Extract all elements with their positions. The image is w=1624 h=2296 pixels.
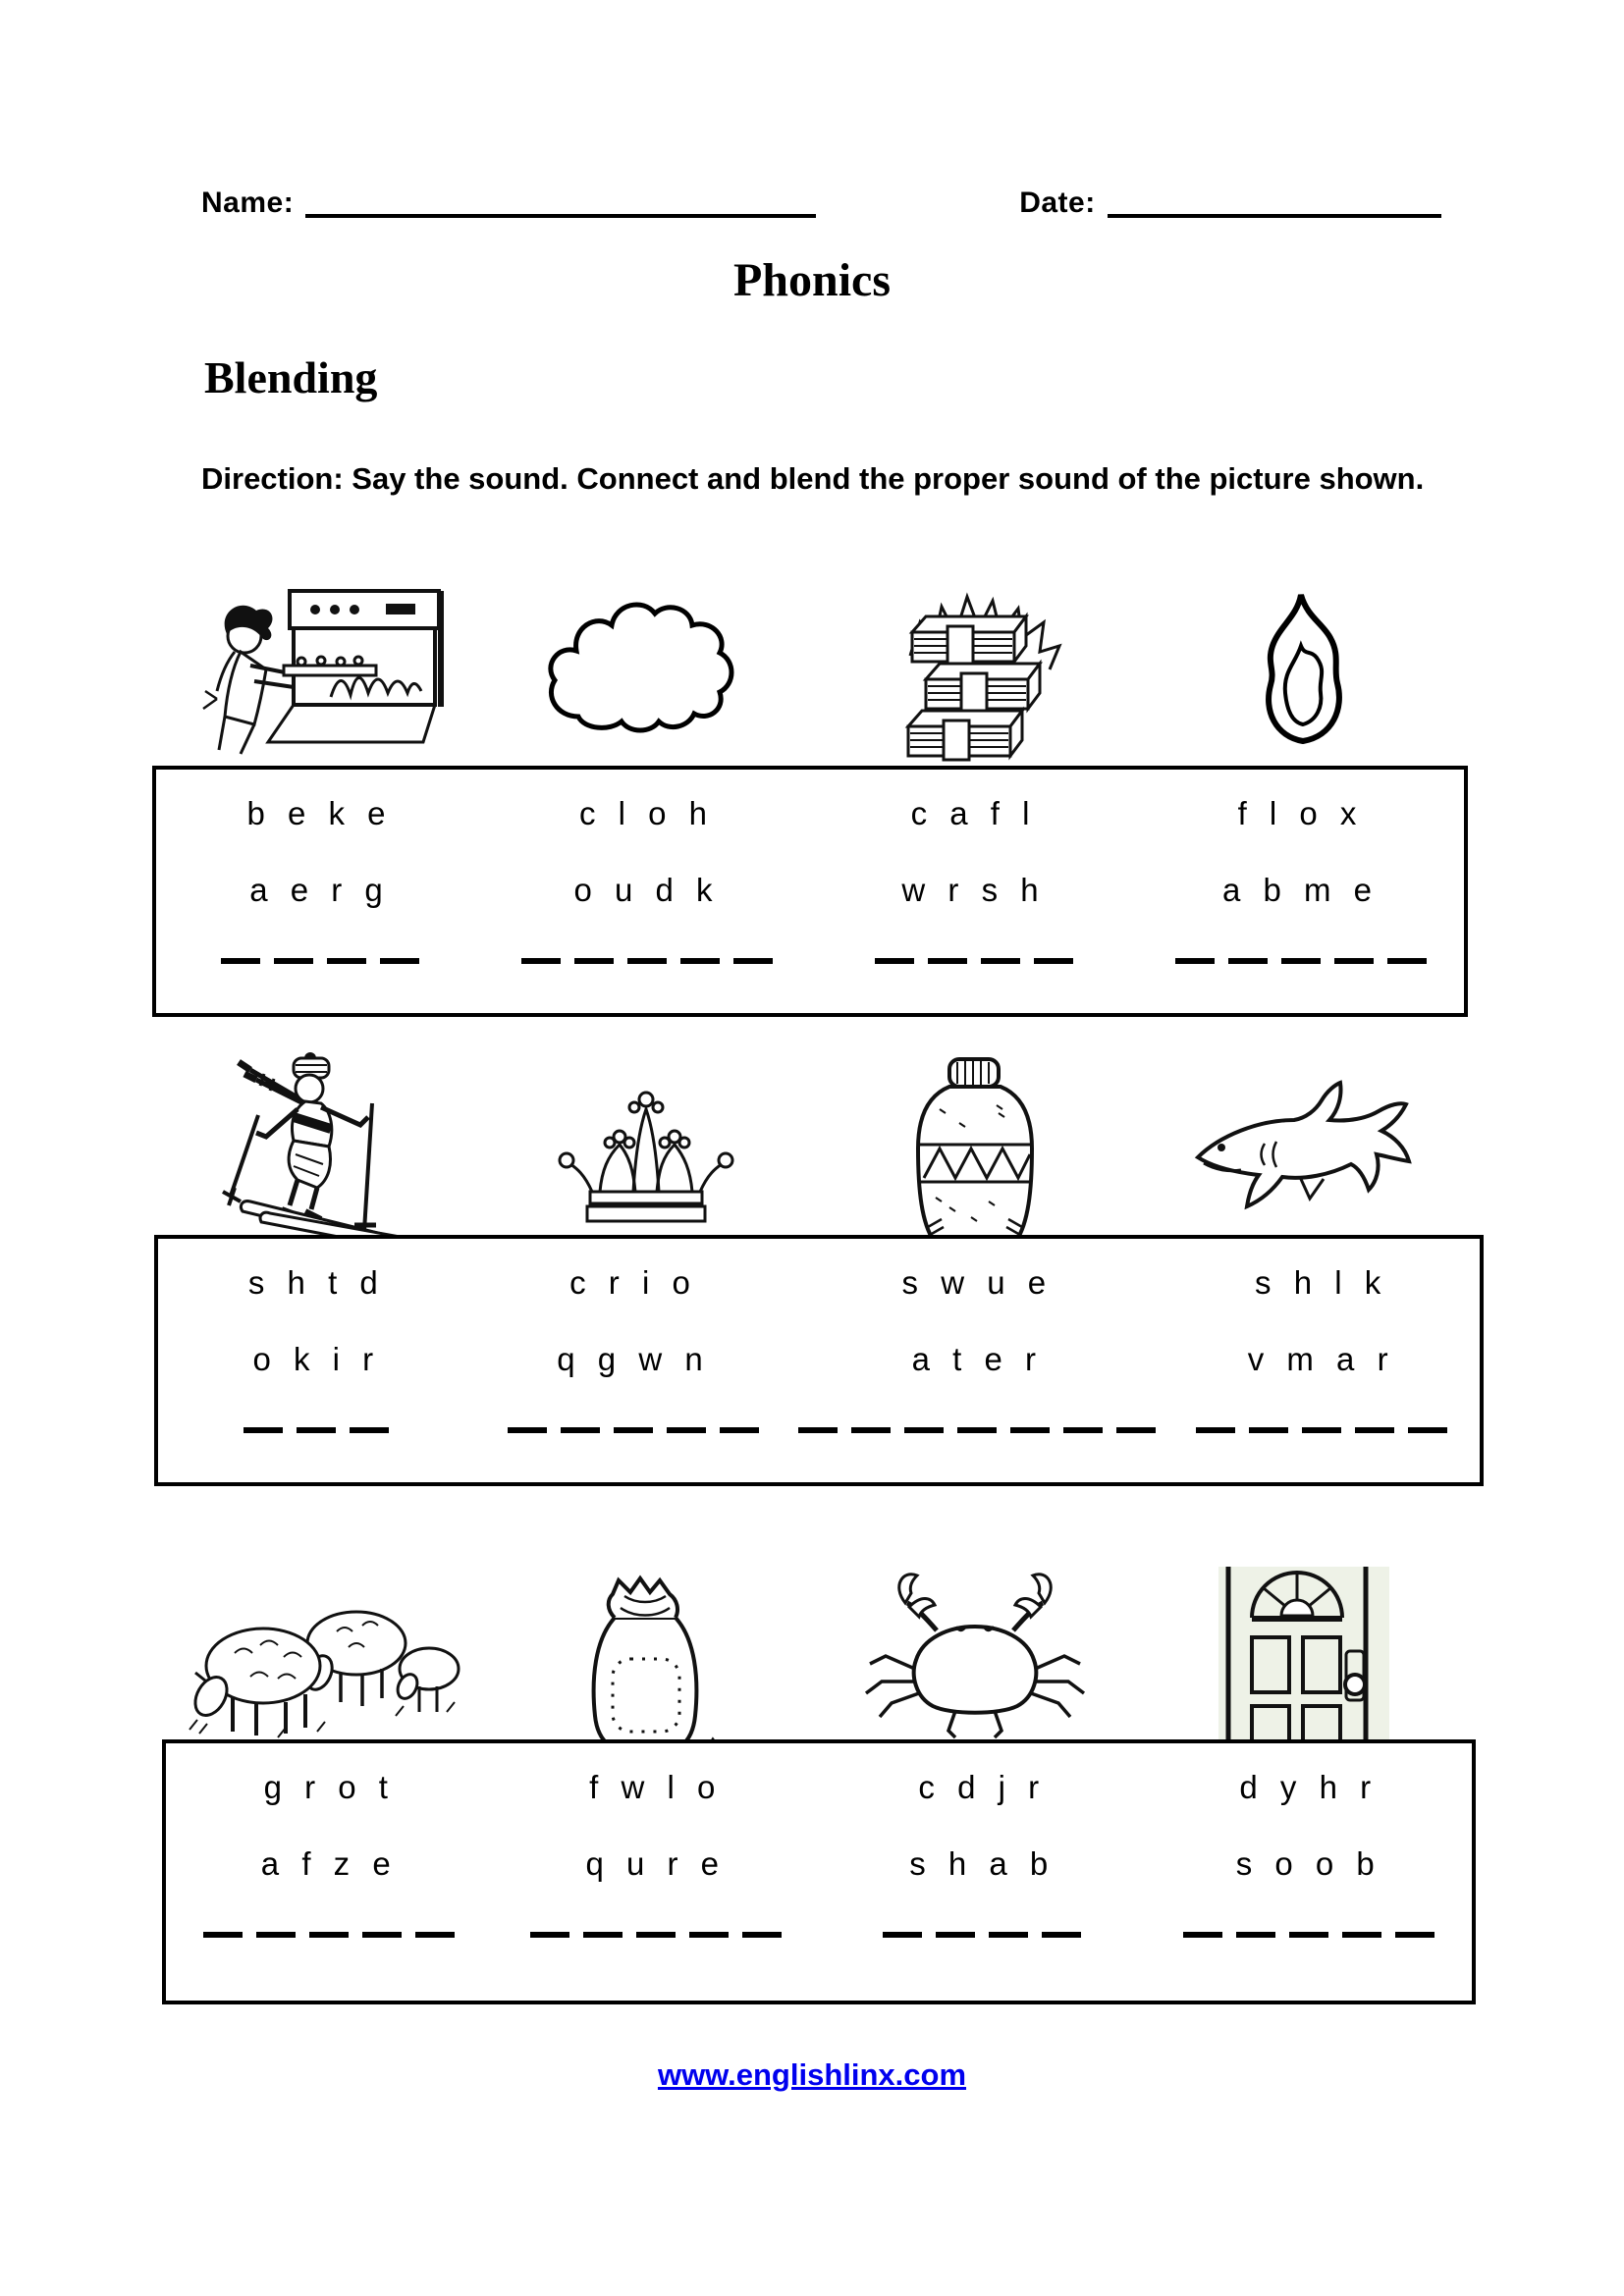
answer-blank[interactable] — [868, 958, 1080, 964]
letter-line: a t e r — [911, 1341, 1044, 1377]
door-image — [1217, 1567, 1391, 1755]
baker-oven-image — [184, 583, 451, 760]
answer-blank[interactable] — [1176, 1932, 1441, 1938]
letter-line: d y h r — [1239, 1769, 1379, 1805]
date-field-group — [1019, 187, 1441, 220]
letter-box-3 — [162, 1739, 1476, 2004]
letter-line: c l o h — [578, 795, 715, 831]
letter-line: q u r e — [585, 1845, 727, 1882]
letter-line: s w u e — [901, 1264, 1054, 1301]
date-blank-line[interactable] — [1108, 214, 1441, 218]
answer-blank[interactable] — [237, 1427, 396, 1433]
picture-row-1 — [152, 577, 1468, 762]
answer-blank[interactable] — [523, 1932, 788, 1938]
blend-cell — [166, 1743, 493, 2001]
letter-line: f l o x — [1237, 795, 1364, 831]
blend-cell — [1146, 1743, 1473, 2001]
answer-blank[interactable] — [1189, 1427, 1454, 1433]
sweater-image — [900, 1054, 1050, 1249]
money-stack-image — [871, 577, 1079, 766]
letter-line: w r s h — [901, 872, 1046, 908]
section-title: Blending — [204, 352, 378, 402]
skier-image — [195, 1046, 439, 1256]
blend-cell — [158, 1239, 475, 1482]
sheep-flock-image — [170, 1582, 464, 1739]
blend-cell — [493, 1743, 820, 2001]
blend-cell — [1163, 1239, 1480, 1482]
date-label: Date: — [1019, 187, 1096, 219]
website-link[interactable]: www.englishlinx.com — [657, 2057, 967, 2092]
crown-image — [535, 1072, 757, 1231]
blend-cell — [156, 770, 483, 1013]
answer-blank[interactable] — [514, 958, 780, 964]
name-date-row — [201, 187, 1438, 220]
letter-line: g r o t — [263, 1769, 395, 1805]
footer — [0, 2057, 1624, 2093]
letter-line: v m a r — [1247, 1341, 1395, 1377]
letter-line: o u d k — [573, 872, 720, 908]
blend-cell — [810, 770, 1137, 1013]
letter-line: a f z e — [260, 1845, 398, 1882]
answer-blank[interactable] — [214, 958, 426, 964]
letter-line: s h a b — [909, 1845, 1056, 1882]
letter-line: s h t d — [247, 1264, 385, 1301]
letter-box-1 — [152, 766, 1468, 1017]
letter-line: c a f l — [910, 795, 1037, 831]
answer-blank[interactable] — [791, 1427, 1163, 1433]
name-label: Name: — [201, 187, 295, 219]
letter-line: c r i o — [569, 1264, 697, 1301]
direction-text: Direction: Say the sound. Connect and blend the proper sound of the picture shown. — [201, 461, 1425, 496]
picture-row-2 — [152, 1046, 1468, 1239]
picture-row-3 — [152, 1563, 1468, 1737]
letter-line: f w l o — [589, 1769, 723, 1805]
crab-image — [854, 1564, 1096, 1758]
blend-cell — [791, 1239, 1163, 1482]
blend-cell — [819, 1743, 1146, 2001]
blend-cell — [483, 770, 810, 1013]
fire-image — [1236, 589, 1372, 754]
answer-blank[interactable] — [876, 1932, 1088, 1938]
letter-line: b e k e — [246, 795, 393, 831]
answer-blank[interactable] — [196, 1932, 461, 1938]
letter-line: o k i r — [252, 1341, 381, 1377]
sack-image — [556, 1563, 736, 1759]
answer-blank[interactable] — [501, 1427, 766, 1433]
letter-line: a b m e — [1221, 872, 1380, 908]
letter-line: a e r g — [249, 872, 390, 908]
page-title: Phonics — [732, 254, 892, 306]
blend-cell — [1137, 770, 1464, 1013]
shark-image — [1186, 1079, 1422, 1224]
name-blank-line[interactable] — [305, 214, 816, 218]
letter-box-2 — [154, 1235, 1484, 1486]
name-field-group — [201, 187, 816, 220]
letter-line: q g w n — [557, 1341, 710, 1377]
letter-line: s h l k — [1255, 1264, 1388, 1301]
letter-line: c d j r — [918, 1769, 1047, 1805]
cloud-image — [529, 594, 763, 749]
answer-blank[interactable] — [1168, 958, 1434, 964]
letter-line: s o o b — [1235, 1845, 1381, 1882]
blend-cell — [475, 1239, 792, 1482]
